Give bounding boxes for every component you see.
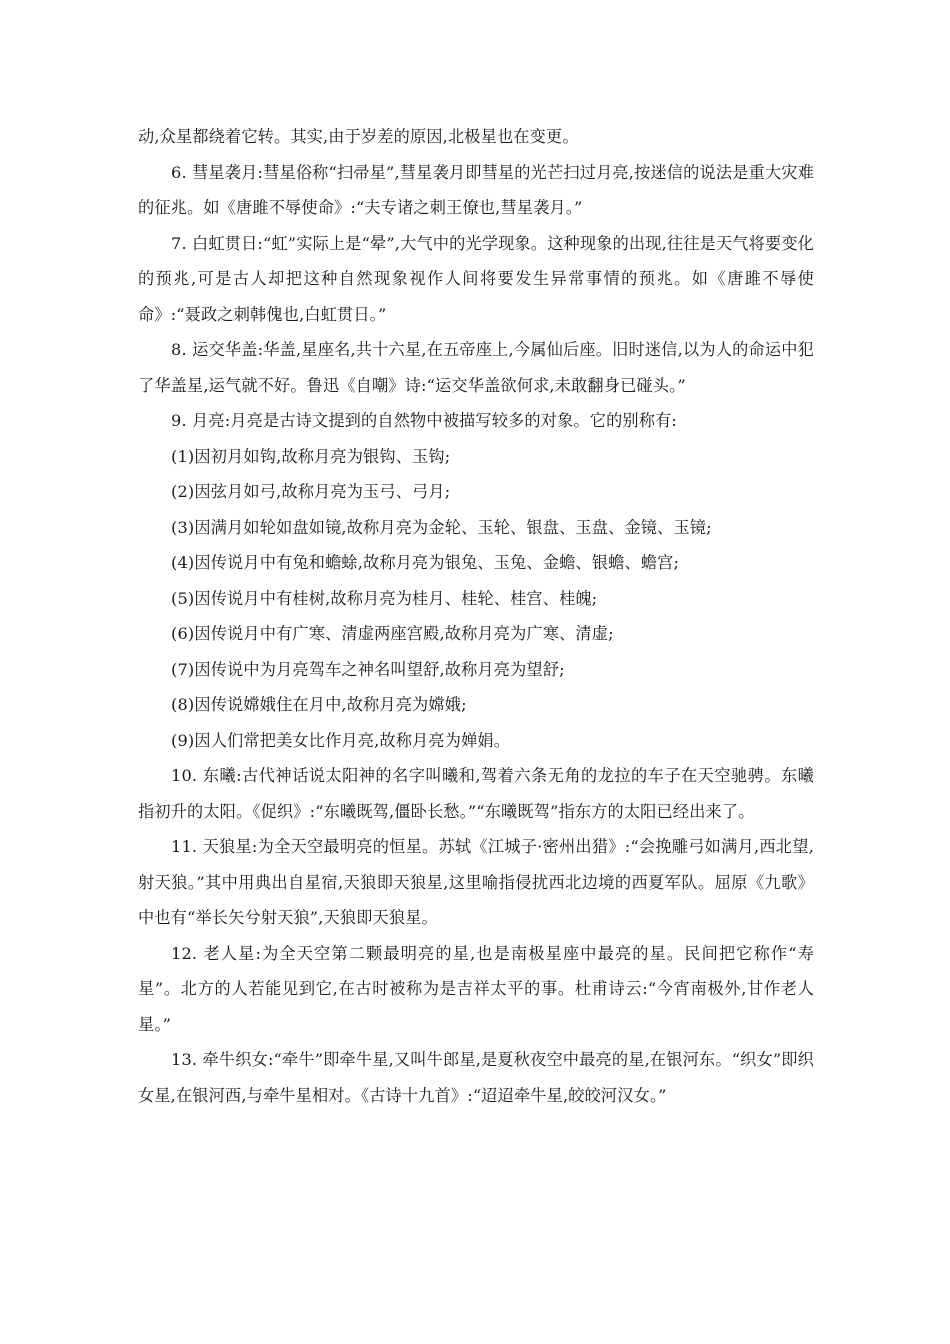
list-item: (3)因满月如轮如盘如镜,故称月亮为金轮、玉轮、银盘、玉盘、金镜、玉镜; <box>171 517 712 537</box>
paragraph-continuation: 动,众星都绕着它转。其实,由于岁差的原因,北极星也在变更。 <box>138 127 579 146</box>
paragraph-item-12: 12. 老人星:为全天空第二颗最明亮的星,也是南极星座中最亮的星。民间把它称作“寿星”。北方的人若能见到它,在古时被称为是吉祥太平的事。杜甫诗云:“今宵南极外,甘作老人星。” <box>138 943 814 1034</box>
paragraph-item-8: 8. 运交华盖:华盖,星座名,共十六星,在五帝座上,今属仙后座。旧时迷信,以为人的命运中犯了华盖星,运气就不好。鲁迅《自嘲》诗:“运交华盖欲何求,未敢翻身已碰头。” <box>138 340 814 395</box>
paragraph-item-6: 6. 彗星袭月:彗星俗称“扫帚星”,彗星袭月即彗星的光芒扫过月亮,按迷信的说法是重大灾难的征兆。如《唐雎不辱使命》:“夫专诸之刺王僚也,彗星袭月。” <box>138 162 814 217</box>
document-body <box>138 119 814 1113</box>
paragraph-item-13: 13. 牵牛织女:“牵牛”即牵牛星,又叫牛郎星,是夏秋夜空中最亮的星,在银河东。“织女”即织女星,在银河西,与牵牛星相对。《古诗十九首》:“迢迢牵牛星,皎皎河汉女。” <box>138 1050 814 1105</box>
list-item: (5)因传说月中有桂树,故称月亮为桂月、桂轮、桂宫、桂魄; <box>171 588 598 608</box>
list-item: (2)因弦月如弓,故称月亮为玉弓、弓月; <box>171 482 451 501</box>
list-item: (4)因传说月中有兔和蟾蜍,故称月亮为银兔、玉兔、金蟾、银蟾、蟾宫; <box>171 553 680 572</box>
list-item: (1)因初月如钩,故称月亮为银钩、玉钩; <box>171 446 451 466</box>
moon-names-list <box>138 439 814 759</box>
list-item: (8)因传说嫦娥住在月中,故称月亮为嫦娥; <box>171 695 467 714</box>
paragraph-item-10: 10. 东曦:古代神话说太阳神的名字叫曦和,驾着六条无角的龙拉的车子在天空驰骋。东曦指初升的太阳。《促织》:“东曦既驾,僵卧长愁。”“东曦既驾”指东方的太阳已经出来了。 <box>138 766 814 821</box>
list-item: (6)因传说月中有广寒、清虚两座宫殿,故称月亮为广寒、清虚; <box>171 624 614 643</box>
list-item: (9)因人们常把美女比作月亮,故称月亮为婵娟。 <box>171 730 511 750</box>
paragraph-item-11: 11. 天狼星:为全天空最明亮的恒星。苏轼《江城子·密州出猎》:“会挽雕弓如满月,西北望,射天狼。”其中用典出自星宿,天狼即天狼星,这里喻指侵扰西北边境的西夏军队。屈原《九歌》中也有“举长矢兮射天狼”,天狼即天狼星。 <box>138 837 814 927</box>
paragraph-item-7: 7. 白虹贯日:“虹”实际上是“晕”,大气中的光学现象。这种现象的出现,往往是天气将要变化的预兆,可是古人却把这种自然现象视作人间将要发生异常事情的预兆。如《唐雎不辱使命》:“聂政之刺韩傀也,白虹贯日。” <box>138 233 814 324</box>
paragraph-item-9: 9. 月亮:月亮是古诗文提到的自然物中被描写较多的对象。它的别称有: <box>171 411 678 430</box>
list-item: (7)因传说中为月亮驾车之神名叫望舒,故称月亮为望舒; <box>171 659 565 679</box>
